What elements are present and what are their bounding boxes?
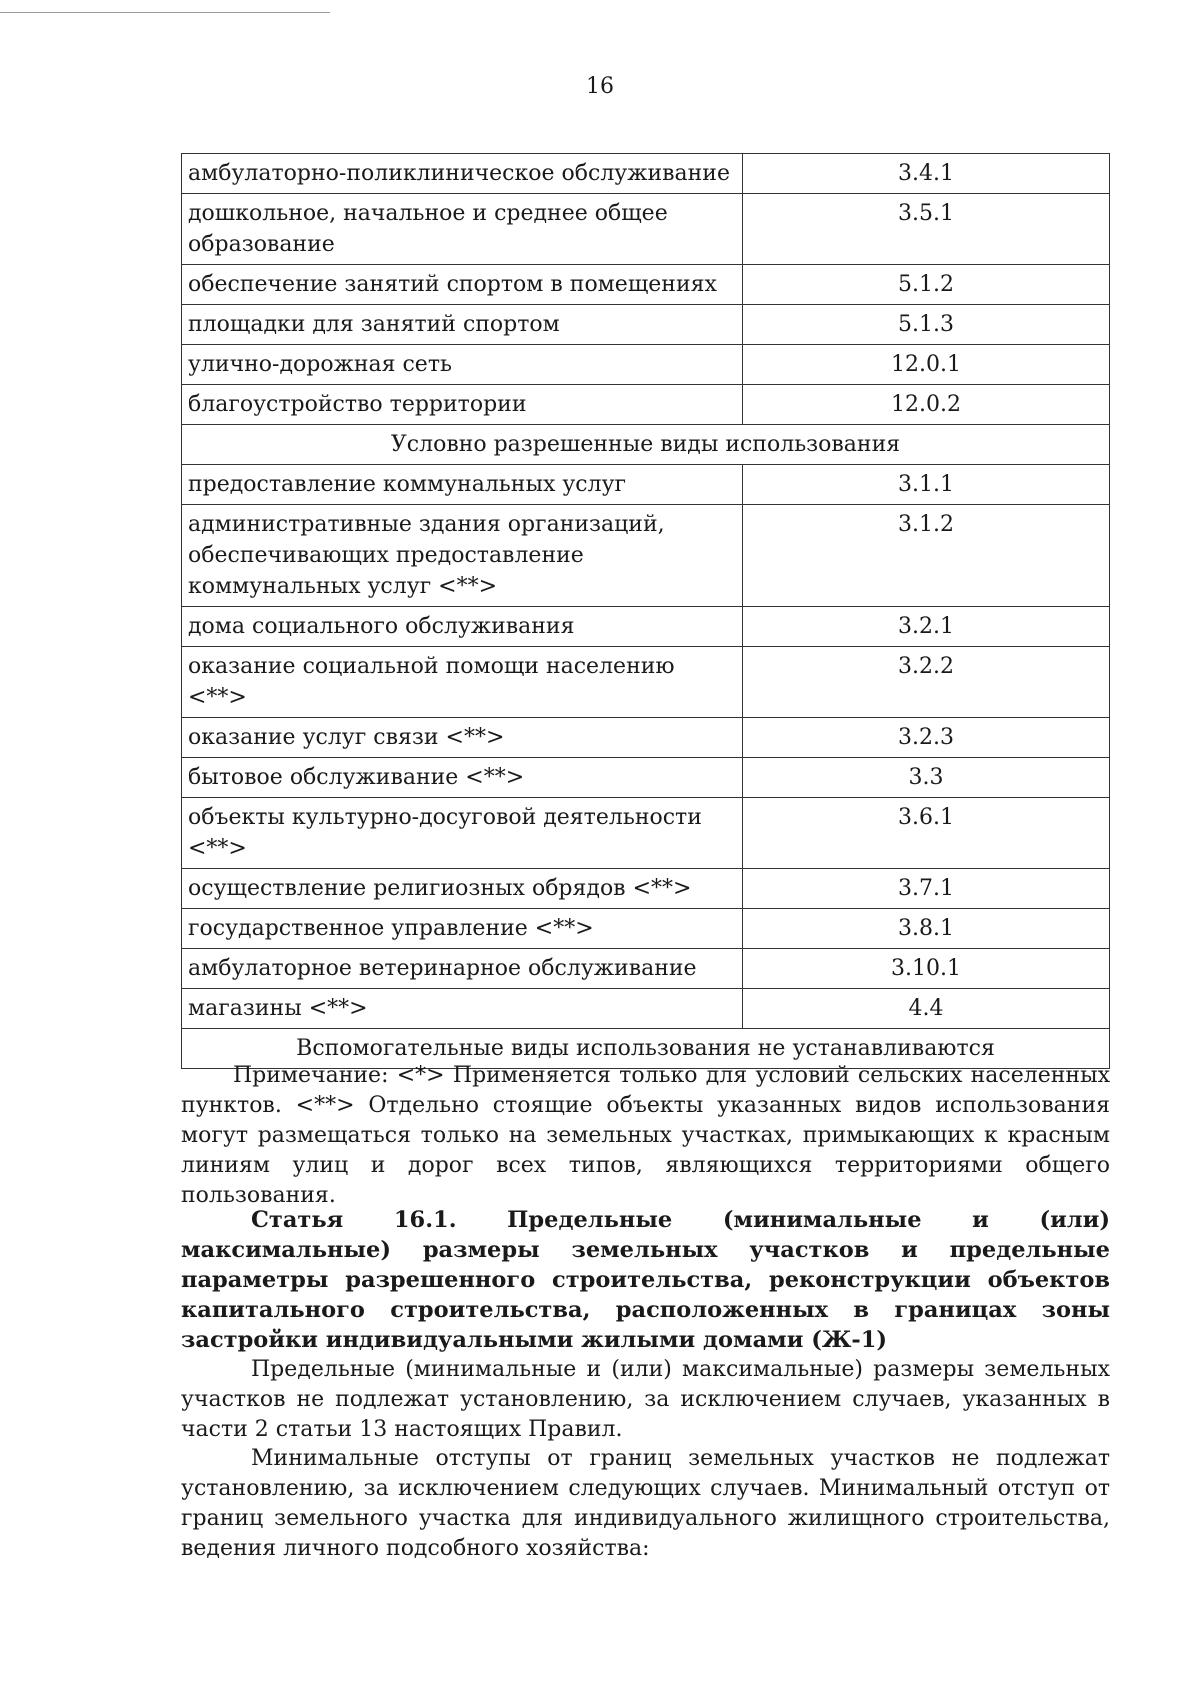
use-code: 3.2.1 [743, 607, 1110, 647]
section-auxiliary-uses: Вспомогательные виды использования не устанавливаются [182, 1029, 1110, 1069]
use-code: 3.8.1 [743, 909, 1110, 949]
table-row [182, 647, 1110, 718]
use-code: 3.4.1 [743, 154, 1110, 194]
paragraph [181, 1355, 1110, 1445]
table-row [182, 949, 1110, 989]
table-row [182, 194, 1110, 265]
use-name: государственное управление <**> [182, 909, 743, 949]
use-code: 3.5.1 [743, 194, 1110, 265]
note-text: Примечание: <*> Применяется только для условий сельских населенных пунктов. <**> Отдельно стоящие объекты указанных видов использования могут размещаться только на земельных участках, примыкающих к красным линиям улиц и дорог всех типов, являющихся территориями общего пользования. [181, 1063, 1110, 1208]
table-row [182, 798, 1110, 869]
table-row [182, 869, 1110, 909]
use-name: улично-дорожная сеть [182, 345, 743, 385]
paragraph [181, 1444, 1110, 1564]
use-code: 5.1.3 [743, 305, 1110, 345]
use-name: амбулаторно-поликлиническое обслуживание [182, 154, 743, 194]
table-row [182, 305, 1110, 345]
use-name: оказание социальной помощи населению <**> [182, 647, 743, 718]
table-row [182, 154, 1110, 194]
table-row [182, 265, 1110, 305]
use-name: объекты культурно-досуговой деятельности <**> [182, 798, 743, 869]
table-row [182, 607, 1110, 647]
use-name: осуществление религиозных обрядов <**> [182, 869, 743, 909]
paragraph-text: Предельные (минимальные и (или) максимальные) размеры земельных участков не подлежат установлению, за исключением случаев, указанных в части 2 статьи 13 настоящих Правил. [181, 1357, 1110, 1442]
use-name: благоустройство территории [182, 385, 743, 425]
use-code: 3.2.2 [743, 647, 1110, 718]
table-row [182, 505, 1110, 607]
use-code: 3.1.2 [743, 505, 1110, 607]
page-number: 16 [586, 74, 614, 99]
top-rule [0, 12, 330, 13]
use-name: бытовое обслуживание <**> [182, 758, 743, 798]
use-code: 3.6.1 [743, 798, 1110, 869]
table-row [182, 989, 1110, 1029]
article-title-text: Статья 16.1. Предельные (минимальные и (или) максимальные) размеры земельных участков и предельные параметры разрешенного строительства, реконструкции объектов капитального строительства, расположенных в границах зоны застройки индивидуальными жилыми домами (Ж-1) [181, 1207, 1110, 1353]
use-code: 3.10.1 [743, 949, 1110, 989]
use-code: 3.2.3 [743, 718, 1110, 758]
use-code: 3.7.1 [743, 869, 1110, 909]
table-row [182, 385, 1110, 425]
article-title [181, 1205, 1110, 1355]
section-row [182, 425, 1110, 465]
table-note [181, 1061, 1110, 1211]
use-code: 3.3 [743, 758, 1110, 798]
land-use-table [181, 153, 1110, 1069]
use-code: 12.0.1 [743, 345, 1110, 385]
table-row [182, 909, 1110, 949]
use-code: 4.4 [743, 989, 1110, 1029]
use-name: административные здания организаций, обеспечивающих предоставление коммунальных услуг <**> [182, 505, 743, 607]
use-name: магазины <**> [182, 989, 743, 1029]
section-conditional-uses: Условно разрешенные виды использования [182, 425, 1110, 465]
use-name: амбулаторное ветеринарное обслуживание [182, 949, 743, 989]
use-name: дошкольное, начальное и среднее общее образование [182, 194, 743, 265]
paragraph-text: Минимальные отступы от границ земельных участков не подлежат установлению, за исключением следующих случаев. Минимальный отступ от границ земельного участка для индивидуального жилищного строительства, ведения личного подсобного хозяйства: [181, 1446, 1110, 1561]
use-code: 12.0.2 [743, 385, 1110, 425]
use-name: обеспечение занятий спортом в помещениях [182, 265, 743, 305]
use-code: 5.1.2 [743, 265, 1110, 305]
use-name: площадки для занятий спортом [182, 305, 743, 345]
table-row [182, 758, 1110, 798]
table-row [182, 718, 1110, 758]
table-row [182, 465, 1110, 505]
use-code: 3.1.1 [743, 465, 1110, 505]
use-name: дома социального обслуживания [182, 607, 743, 647]
use-name: предоставление коммунальных услуг [182, 465, 743, 505]
table-row [182, 345, 1110, 385]
use-name: оказание услуг связи <**> [182, 718, 743, 758]
